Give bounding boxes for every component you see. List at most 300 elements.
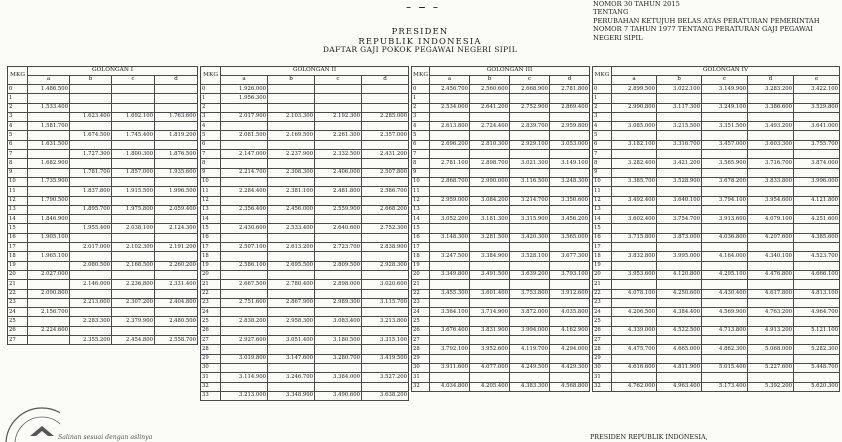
salary-cell xyxy=(112,270,155,279)
salary-cell: 3.564.100 xyxy=(430,308,470,317)
salary-cell: 3.053.000 xyxy=(550,140,590,149)
salary-cell xyxy=(657,261,702,270)
salary-cell: 2.869.400 xyxy=(550,103,590,112)
salary-cell: 4.763.200 xyxy=(748,308,794,317)
salary-cell xyxy=(510,112,550,121)
salary-cell xyxy=(748,243,794,252)
salary-cell: 3.994.000 xyxy=(510,326,550,335)
salary-cell: 3.528.100 xyxy=(510,252,550,261)
mkg-cell: 25 xyxy=(201,317,221,326)
mkg-cell: 8 xyxy=(412,159,430,168)
salary-cell xyxy=(510,205,550,214)
salary-cell: 3.420.300 xyxy=(510,233,550,242)
table-row xyxy=(201,94,409,103)
salary-cell xyxy=(221,382,268,391)
salary-cell xyxy=(70,196,112,205)
salary-cell xyxy=(702,94,748,103)
table-row xyxy=(201,270,409,279)
col-header: d xyxy=(748,76,794,85)
salary-cell: 3.149.900 xyxy=(702,85,748,94)
salary-cell: 4.162.900 xyxy=(550,326,590,335)
salary-cell: 2.357.000 xyxy=(362,131,409,140)
salary-cell xyxy=(657,205,702,214)
salary-cell: 2.898.000 xyxy=(315,280,362,289)
salary-cell xyxy=(612,243,657,252)
salary-cell xyxy=(430,112,470,121)
col-header: e xyxy=(794,76,840,85)
table-row xyxy=(412,224,590,233)
table-row xyxy=(201,159,409,168)
golongan-ii-table xyxy=(200,66,409,401)
salary-cell xyxy=(221,326,268,335)
salary-cell xyxy=(28,131,70,140)
salary-cell xyxy=(28,168,70,177)
table-row xyxy=(593,270,840,279)
col-header: c xyxy=(510,76,550,85)
table-row xyxy=(8,140,198,149)
table-row xyxy=(201,261,409,270)
salary-cell xyxy=(268,289,315,298)
salary-cell xyxy=(702,354,748,363)
mkg-cell: 4 xyxy=(201,122,221,131)
salary-cell: 5.068.000 xyxy=(748,345,794,354)
salary-cell: 2.308.300 xyxy=(268,168,315,177)
table-row xyxy=(201,243,409,252)
col-header: c xyxy=(702,76,748,85)
salary-cell: 3.085.000 xyxy=(612,122,657,131)
salary-cell xyxy=(362,140,409,149)
col-header: a xyxy=(221,76,268,85)
salary-cell xyxy=(315,345,362,354)
salary-cell: 3.492.400 xyxy=(612,196,657,205)
salary-cell xyxy=(315,252,362,261)
salary-cell: 3.180.500 xyxy=(315,336,362,345)
salary-cell xyxy=(112,233,155,242)
salary-cell xyxy=(550,187,590,196)
table-row xyxy=(412,196,590,205)
salary-cell: 4.713.800 xyxy=(702,326,748,335)
table-row xyxy=(593,382,840,391)
salary-cell: 3.315.100 xyxy=(362,336,409,345)
mkg-cell: 0 xyxy=(412,85,430,94)
salary-cell xyxy=(362,289,409,298)
table-row xyxy=(201,308,409,317)
salary-cell xyxy=(70,289,112,298)
salary-cell xyxy=(612,317,657,326)
salary-cell: 5.620.300 xyxy=(794,382,840,391)
salary-cell xyxy=(268,215,315,224)
salary-cell xyxy=(70,270,112,279)
salary-cell xyxy=(430,261,470,270)
mkg-cell: 3 xyxy=(593,112,612,121)
mkg-cell: 17 xyxy=(201,243,221,252)
mkg-cell: 20 xyxy=(201,270,221,279)
group-header: GOLONGAN III xyxy=(430,67,590,76)
mkg-cell: 19 xyxy=(412,261,430,270)
salary-cell xyxy=(315,382,362,391)
salary-cell xyxy=(794,243,840,252)
group-header: GOLONGAN II xyxy=(221,67,409,76)
mkg-cell: 7 xyxy=(412,150,430,159)
table-row xyxy=(593,168,840,177)
table-row xyxy=(593,308,840,317)
salary-cell xyxy=(702,168,748,177)
table-row xyxy=(593,94,840,103)
salary-cell xyxy=(221,215,268,224)
table-row xyxy=(201,112,409,121)
salary-cell xyxy=(748,187,794,196)
salary-cell: 2.899.500 xyxy=(612,85,657,94)
salary-cell: 2.723.700 xyxy=(315,243,362,252)
salary-cell: 3.676.400 xyxy=(430,326,470,335)
salary-cell: 3.213.800 xyxy=(362,317,409,326)
table-row xyxy=(8,298,198,307)
table-row xyxy=(201,336,409,345)
salary-cell xyxy=(612,94,657,103)
salary-cell xyxy=(362,363,409,372)
salary-cell xyxy=(221,345,268,354)
mkg-cell: 21 xyxy=(201,280,221,289)
salary-cell xyxy=(657,336,702,345)
salary-cell: 4.207.600 xyxy=(748,233,794,242)
salary-cell xyxy=(702,224,748,233)
salary-cell xyxy=(510,187,550,196)
salary-cell: 4.616.600 xyxy=(612,363,657,372)
salary-cell: 2.641.200 xyxy=(470,103,510,112)
salary-cell xyxy=(748,205,794,214)
salary-cell xyxy=(550,354,590,363)
salary-cell xyxy=(221,363,268,372)
salary-cell xyxy=(794,354,840,363)
mkg-cell: 5 xyxy=(412,131,430,140)
salary-cell xyxy=(70,308,112,317)
salary-cell xyxy=(748,354,794,363)
salary-cell xyxy=(794,94,840,103)
salary-cell xyxy=(268,308,315,317)
salary-cell: 2.507.100 xyxy=(221,243,268,252)
mkg-cell: 18 xyxy=(593,252,612,261)
mkg-header: MKG xyxy=(201,67,221,85)
table-row xyxy=(593,289,840,298)
mkg-cell: 2 xyxy=(412,103,430,112)
salary-cell xyxy=(550,243,590,252)
salary-cell xyxy=(550,224,590,233)
col-header: a xyxy=(430,76,470,85)
salary-cell: 2.080.500 xyxy=(70,261,112,270)
salary-cell xyxy=(470,373,510,382)
table-row xyxy=(201,391,409,400)
salary-cell: 2.781.100 xyxy=(430,159,470,168)
salary-cell: 3.911.600 xyxy=(430,363,470,372)
mkg-cell: 33 xyxy=(201,391,221,400)
mkg-cell: 14 xyxy=(201,215,221,224)
salary-cell xyxy=(657,373,702,382)
salary-cell: 2.989.300 xyxy=(315,298,362,307)
table-row xyxy=(412,177,590,186)
salary-cell xyxy=(748,168,794,177)
salary-cell: 3.249.100 xyxy=(702,103,748,112)
salary-cell: 2.640.600 xyxy=(315,224,362,233)
mkg-cell: 2 xyxy=(593,103,612,112)
col-header: b xyxy=(470,76,510,85)
salary-cell: 2.558.700 xyxy=(155,336,198,345)
salary-cell xyxy=(155,94,198,103)
salary-cell xyxy=(112,94,155,103)
salary-cell: 2.285.000 xyxy=(362,112,409,121)
mkg-cell: 30 xyxy=(201,363,221,372)
table-row xyxy=(412,159,590,168)
salary-cell: 2.017.900 xyxy=(221,112,268,121)
salary-cell: 4.035.800 xyxy=(550,308,590,317)
table-row xyxy=(412,94,590,103)
salary-cell: 3.490.600 xyxy=(315,391,362,400)
salary-cell: 4.120.800 xyxy=(657,270,702,279)
salary-cell: 3.678.200 xyxy=(702,177,748,186)
salary-cell: 3.638.200 xyxy=(362,391,409,400)
table-row xyxy=(8,243,198,252)
salary-cell: 1.955.400 xyxy=(70,224,112,233)
table-row xyxy=(593,205,840,214)
salary-cell xyxy=(657,224,702,233)
salary-cell xyxy=(657,280,702,289)
mkg-cell: 23 xyxy=(8,298,28,307)
salary-cell xyxy=(268,326,315,335)
salary-cell xyxy=(155,177,198,186)
table-row xyxy=(8,196,198,205)
table-row xyxy=(593,354,840,363)
garuda-emblem xyxy=(404,0,440,8)
salary-cell xyxy=(702,317,748,326)
salary-cell: 5.121.100 xyxy=(794,326,840,335)
salary-cell xyxy=(28,224,70,233)
salary-cell: 3.641.000 xyxy=(794,122,840,131)
salary-cell: 3.316.700 xyxy=(657,140,702,149)
salary-cell xyxy=(702,298,748,307)
salary-cell xyxy=(612,298,657,307)
mkg-cell: 28 xyxy=(201,345,221,354)
salary-cell xyxy=(550,280,590,289)
salary-cell xyxy=(702,205,748,214)
table-row xyxy=(8,103,198,112)
salary-cell xyxy=(430,336,470,345)
salary-cell xyxy=(550,150,590,159)
salary-cell xyxy=(268,140,315,149)
salary-cell xyxy=(470,224,510,233)
salary-cell xyxy=(794,280,840,289)
table-row xyxy=(201,140,409,149)
table-row xyxy=(593,243,840,252)
salary-cell: 3.215.500 xyxy=(657,122,702,131)
regulation-reference xyxy=(593,0,820,42)
salary-cell xyxy=(550,112,590,121)
salary-cell xyxy=(794,150,840,159)
table-row xyxy=(412,308,590,317)
mkg-cell: 5 xyxy=(8,131,28,140)
salary-cell xyxy=(221,103,268,112)
salary-cell xyxy=(702,280,748,289)
salary-cell xyxy=(702,112,748,121)
salary-cell: 3.995.000 xyxy=(657,252,702,261)
salary-cell xyxy=(112,140,155,149)
salary-cell: 1.895.700 xyxy=(70,205,112,214)
salary-cell xyxy=(657,112,702,121)
president-heading xyxy=(340,26,500,46)
salary-cell: 2.224.600 xyxy=(28,326,70,335)
salary-cell xyxy=(112,103,155,112)
salary-cell: 4.034.800 xyxy=(430,382,470,391)
salary-cell: 2.695.500 xyxy=(268,261,315,270)
salary-cell xyxy=(430,224,470,233)
salary-cell: 2.454.800 xyxy=(112,336,155,345)
salary-cell: 3.020.600 xyxy=(362,280,409,289)
table-row xyxy=(8,252,198,261)
table-row xyxy=(593,336,840,345)
salary-cell xyxy=(28,317,70,326)
salary-cell xyxy=(362,345,409,354)
salary-cell xyxy=(510,150,550,159)
salary-cell: 2.456.000 xyxy=(268,205,315,214)
mkg-cell: 13 xyxy=(8,205,28,214)
reference-line: NOMOR 7 TAHUN 1977 TENTANG PERATURAN GAJI PEGAWAI xyxy=(593,25,813,34)
mkg-cell: 12 xyxy=(593,196,612,205)
salary-cell: 5.173.400 xyxy=(702,382,748,391)
salary-cell: 1.763.600 xyxy=(155,112,198,121)
salary-cell xyxy=(315,94,362,103)
col-header: b xyxy=(268,76,315,85)
table-row xyxy=(412,85,590,94)
salary-cell xyxy=(612,168,657,177)
salary-cell: 3.457.000 xyxy=(702,140,748,149)
salary-cell xyxy=(28,243,70,252)
salary-cell: 4.665.000 xyxy=(657,345,702,354)
salary-cell: 4.294.000 xyxy=(550,345,590,354)
mkg-cell: 11 xyxy=(593,187,612,196)
president-line2: REPUBLIK INDONESIA xyxy=(358,36,482,46)
salary-cell: 3.677.300 xyxy=(550,252,590,261)
table-row xyxy=(412,168,590,177)
col-header: c xyxy=(112,76,155,85)
mkg-cell: 11 xyxy=(8,187,28,196)
salary-cell: 2.780.400 xyxy=(268,280,315,289)
salary-cell xyxy=(362,215,409,224)
mkg-cell: 24 xyxy=(201,308,221,317)
salary-cell xyxy=(702,243,748,252)
salary-cell: 1.692.100 xyxy=(112,112,155,121)
mkg-cell: 22 xyxy=(201,289,221,298)
certified-copy-note: Salinan sesuai dengan aslinya xyxy=(58,434,153,441)
salary-cell xyxy=(510,131,550,140)
salary-cell: 3.280.700 xyxy=(315,354,362,363)
group-header: GOLONGAN I xyxy=(28,67,198,76)
salary-cell xyxy=(550,94,590,103)
table-row xyxy=(201,233,409,242)
table-row xyxy=(201,196,409,205)
salary-cell xyxy=(315,289,362,298)
salary-cell: 3.419.500 xyxy=(362,354,409,363)
mkg-cell: 20 xyxy=(8,270,28,279)
mkg-cell: 21 xyxy=(8,280,28,289)
mkg-cell: 13 xyxy=(593,205,612,214)
table-row xyxy=(8,280,198,289)
salary-cell: 3.022.100 xyxy=(657,85,702,94)
salary-cell xyxy=(28,261,70,270)
table-row xyxy=(412,140,590,149)
table-row xyxy=(8,85,198,94)
col-header: c xyxy=(315,76,362,85)
mkg-cell: 22 xyxy=(8,289,28,298)
salary-cell: 3.350.600 xyxy=(550,196,590,205)
table-row xyxy=(593,150,840,159)
salary-cell: 2.613.800 xyxy=(430,122,470,131)
table-row xyxy=(593,215,840,224)
salary-cell: 2.898.700 xyxy=(470,159,510,168)
salary-cell xyxy=(155,103,198,112)
table-row xyxy=(593,317,840,326)
salary-cell xyxy=(510,261,550,270)
table-row xyxy=(8,122,198,131)
table-row xyxy=(412,280,590,289)
salary-cell: 1.800.300 xyxy=(112,150,155,159)
col-header: a xyxy=(612,76,657,85)
table-row xyxy=(412,150,590,159)
mkg-cell: 21 xyxy=(593,280,612,289)
salary-cell: 2.124.300 xyxy=(155,224,198,233)
salary-cell: 4.811.900 xyxy=(657,363,702,372)
salary-cell xyxy=(430,187,470,196)
mkg-cell: 8 xyxy=(8,159,28,168)
salary-cell xyxy=(430,205,470,214)
mkg-cell: 18 xyxy=(412,252,430,261)
salary-cell xyxy=(794,261,840,270)
table-row xyxy=(201,363,409,372)
salary-cell xyxy=(28,205,70,214)
salary-cell xyxy=(315,308,362,317)
salary-cell xyxy=(362,103,409,112)
salary-cell xyxy=(70,326,112,335)
salary-cell xyxy=(550,298,590,307)
salary-cell: 2.213.600 xyxy=(70,298,112,307)
mkg-cell: 29 xyxy=(593,354,612,363)
salary-cell xyxy=(550,261,590,270)
salary-cell: 2.959.800 xyxy=(550,122,590,131)
salary-cell: 3.348.900 xyxy=(268,391,315,400)
salary-cell: 3.213.000 xyxy=(221,391,268,400)
salary-cell: 1.682.900 xyxy=(28,159,70,168)
salary-cell xyxy=(221,122,268,131)
mkg-cell: 18 xyxy=(201,252,221,261)
mkg-cell: 10 xyxy=(8,177,28,186)
table-row xyxy=(8,112,198,121)
mkg-cell: 22 xyxy=(593,289,612,298)
salary-cell: 3.051.400 xyxy=(268,336,315,345)
table-row xyxy=(593,122,840,131)
salary-cell: 2.724.400 xyxy=(470,122,510,131)
table-row xyxy=(201,382,409,391)
salary-cell: 2.668.200 xyxy=(362,205,409,214)
salary-cell xyxy=(221,140,268,149)
salary-cell xyxy=(470,280,510,289)
mkg-cell: 12 xyxy=(8,196,28,205)
salary-cell xyxy=(794,187,840,196)
salary-cell: 1.926.000 xyxy=(221,85,268,94)
salary-cell xyxy=(268,382,315,391)
mkg-cell: 21 xyxy=(412,280,430,289)
salary-cell xyxy=(550,131,590,140)
salary-cell: 2.534.000 xyxy=(430,103,470,112)
salary-cell: 2.560.600 xyxy=(470,85,510,94)
salary-cell xyxy=(268,159,315,168)
salary-cell: 2.481.800 xyxy=(315,187,362,196)
